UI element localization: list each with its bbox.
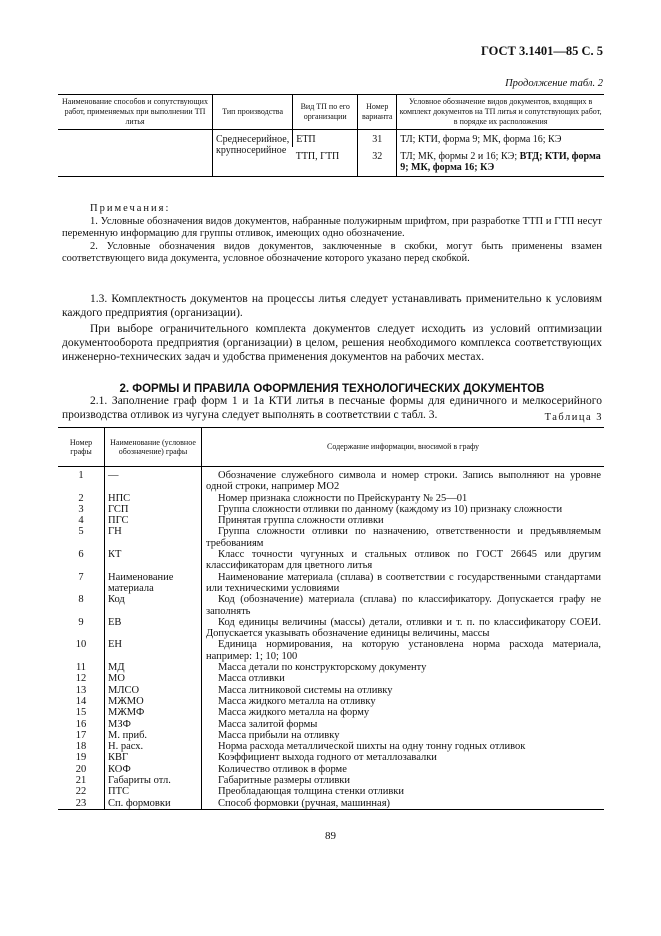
table-row: [58, 130, 604, 148]
table-cell: 10: [75, 639, 87, 651]
table-header-cell: Условное обозначение видов документов, входящих в комплект документов на ТП литья и сопутствующих работ, в порядке их расположения: [397, 95, 604, 130]
table-cell: М. приб.: [105, 730, 202, 741]
table-cell: Наименование материала (сплава) в соответствии с государственными стандартами или техническими условиями: [202, 572, 605, 595]
table-cell: Габаритные размеры отливки: [202, 775, 605, 786]
table-row: [58, 493, 604, 504]
table-cell: 13: [75, 684, 87, 696]
docs-text: ТЛ; КТИ, форма 9; МК, форма 16; КЭ: [400, 134, 562, 145]
table-cell: 4: [78, 515, 84, 527]
table-header-cell: Номер варианта: [358, 95, 397, 130]
paragraph-limit-set: [62, 322, 602, 364]
table-cell: 20: [75, 763, 87, 775]
table-header-cell: Номер графы: [69, 437, 93, 456]
table-cell: 32: [358, 147, 397, 177]
table-row: [58, 696, 604, 707]
table-row: [58, 572, 604, 595]
table-cell: МЖМО: [105, 696, 202, 707]
table-row: [58, 594, 604, 617]
table-cell: МД: [105, 662, 202, 673]
table-cell: Код единицы величины (массы) детали, отливки и т. п. по классификатору СОЕИ. Допускается указывать обозначение единицы величины, массы: [202, 617, 605, 640]
table-cell: Принятая группа сложности отливки: [202, 515, 605, 526]
table-cell: 18: [75, 741, 87, 753]
notes-block: [62, 203, 602, 266]
table-cell: Количество отливок в форме: [202, 764, 605, 775]
paragraph-text: 2.1. Заполнение граф форм 1 и 1а КТИ литья в песчаные формы для единичного и мелкосерийного производства отливок из чугуна следует выполнять в соответствии с табл. 3.: [62, 395, 602, 421]
table-row: [58, 764, 604, 775]
table-cell: ЕН: [105, 639, 202, 662]
table-cell: КТ: [105, 549, 202, 572]
table-header-cell: Наименование (условное обозначение) графы: [105, 428, 202, 467]
table-cell: Группа сложности отливки по данному (каждому из 10) признаку сложности: [202, 504, 605, 515]
table-row: [58, 786, 604, 797]
table-cell: МО: [105, 673, 202, 684]
table-cell: 8: [78, 594, 84, 606]
paragraph-text: 1.3. Комплектность документов на процессы литья следует устанавливать применительно к условиям каждого предприятия (организации).: [62, 293, 602, 319]
docs-bold-text: ВТД; КТИ, форма 9; МК, форма 16; КЭ: [400, 151, 601, 173]
table-cell: Масса литниковой системы на отливку: [202, 685, 605, 696]
table-cell: Способ формовки (ручная, машинная): [202, 798, 605, 810]
table-cell: ПТС: [105, 786, 202, 797]
table-cell: [397, 147, 604, 177]
table-cell: Масса отливки: [202, 673, 605, 684]
table-2: [58, 94, 604, 177]
table-row: [58, 467, 604, 493]
table-cell: Среднесерийное, крупносерийное: [213, 130, 293, 177]
table-cell: ТТП, ГТП: [295, 151, 340, 162]
table-header-cell: Наименование способов и сопутствующих работ, применяемых при выполнении ТП литья: [62, 97, 208, 126]
page-number: 89: [325, 830, 336, 842]
table-cell: 7: [78, 571, 84, 583]
notes-title: Примечания:: [90, 203, 171, 214]
table-cell: НПС: [105, 493, 202, 504]
table-row: [58, 639, 604, 662]
table-cell: Наименование материала: [105, 572, 202, 595]
table-row: [58, 719, 604, 730]
table-3-caption: Таблица 3: [544, 412, 603, 423]
table-cell: МЛСО: [105, 685, 202, 696]
table-row: [58, 526, 604, 549]
table-header-cell: Вид ТП по его организации: [293, 95, 358, 130]
table-cell: [58, 130, 213, 177]
table-header-row: [58, 95, 604, 130]
table-cell: Группа сложности отливки по назначению, ответственности и предъявляемым требованиям: [202, 526, 605, 549]
table-cell: 21: [75, 775, 87, 787]
table-cell: 3: [78, 503, 84, 515]
table-row: [58, 617, 604, 640]
table-cell: 12: [75, 673, 87, 685]
table-cell: КВГ: [105, 752, 202, 763]
table-3-body: [58, 467, 604, 810]
table-cell: ГН: [105, 526, 202, 549]
table-cell: Сп. формовки: [105, 798, 202, 810]
table-row: [58, 515, 604, 526]
table-row: [58, 504, 604, 515]
table-cell: 17: [75, 729, 87, 741]
table-cell: Коэффициент выхода годного от металлозавалки: [202, 752, 605, 763]
table-header-row: [58, 428, 604, 467]
table-cell: Код (обозначение) материала (сплава) по классификатору. Допускается графу не заполнять: [202, 594, 605, 617]
table-row: [58, 707, 604, 718]
table-cell: 31: [358, 130, 397, 148]
table-cell: Норма расхода металлической шихты на одну тонну годных отливок: [202, 741, 605, 752]
table-cell: 15: [75, 707, 87, 719]
page-header: ГОСТ 3.1401—85 С. 5: [480, 44, 603, 58]
table-cell: 22: [75, 786, 87, 798]
table-cell: МЖМФ: [105, 707, 202, 718]
table-cell: 1: [78, 470, 84, 481]
table-row: [58, 730, 604, 741]
table-cell: Обозначение служебного символа и номер строки. Запись выполняют на уровне одной строки, например МО2: [202, 467, 605, 493]
table-cell: Код: [105, 594, 202, 617]
table-cell: Масса прибыли на отливку: [202, 730, 605, 741]
table-cell: ЕТП: [293, 130, 358, 148]
paragraph-1-3: [62, 292, 602, 320]
table-cell: —: [105, 467, 202, 493]
table-cell: Масса жидкого металла на отливку: [202, 696, 605, 707]
table-cell: Габариты отл.: [105, 775, 202, 786]
table-row: [58, 752, 604, 763]
section-title: 2. ФОРМЫ И ПРАВИЛА ОФОРМЛЕНИЯ ТЕХНОЛОГИЧЕСКИХ ДОКУМЕНТОВ: [119, 383, 545, 395]
table-row: [58, 673, 604, 684]
table-continuation-label: Продолжение табл. 2: [505, 78, 603, 89]
paragraph-2-1: [62, 394, 602, 422]
table-cell: Номер признака сложности по Прейскуранту № 25—01: [202, 493, 605, 504]
table-cell: 9: [78, 616, 84, 628]
table-cell: 5: [78, 526, 84, 538]
table-cell: 11: [75, 662, 87, 674]
table-cell: 2: [78, 492, 84, 504]
table-cell: 19: [75, 752, 87, 764]
table-row: [58, 662, 604, 673]
table-cell: 6: [78, 549, 84, 561]
table-cell: Класс точности чугунных и стальных отливок по ГОСТ 26645 или другим классификаторам для цветного литья: [202, 549, 605, 572]
table-cell: Масса детали по конструкторскому документу: [202, 662, 605, 673]
table-row: [58, 775, 604, 786]
table-cell: ПГС: [105, 515, 202, 526]
table-cell: Масса жидкого металла на форму: [202, 707, 605, 718]
table-row: [58, 685, 604, 696]
table-cell: КОФ: [105, 764, 202, 775]
table-header-cell: Содержание информации, вносимой в графу: [202, 428, 605, 467]
table-cell: Единица нормирования, на которую установлена норма расхода материала, например: 1; 10; 100: [202, 639, 605, 662]
table-cell: ГСП: [105, 504, 202, 515]
table-cell: Преобладающая толщина стенки отливки: [202, 786, 605, 797]
table-cell: ЕВ: [105, 617, 202, 640]
table-cell: 16: [75, 718, 87, 730]
table-row: [58, 741, 604, 752]
paragraph-text: При выборе ограничительного комплекта документов следует исходить из условий оптимизации документооборота предприятия (организации) в целом, решения необходимого комплекса соответствующих инженерно-технических задач и удобства применения документов на рабочих местах.: [62, 323, 602, 363]
note-item: 1. Условные обозначения видов документов, набранные полужирным шрифтом, при разработке ТТП и ГТП несут переменную информацию для группы отливок, имеющих одно обозначение.: [62, 215, 602, 239]
note-item: 2. Условные обозначения видов документов, заключенные в скобки, могут быть применены взамен соответствующего вида документа, условное обозначение которого указано перед скобкой.: [62, 240, 602, 264]
table-cell: [397, 130, 604, 148]
table-cell: Н. расх.: [105, 741, 202, 752]
table-3: [58, 427, 604, 810]
docs-text: ТЛ; МК, формы 2 и 16; КЭ;: [400, 151, 520, 162]
table-cell: 14: [75, 695, 87, 707]
table-cell: МЗФ: [105, 719, 202, 730]
table-header-cell: Тип производства: [213, 95, 293, 130]
table-row: [58, 798, 604, 810]
table-cell: Масса залитой формы: [202, 719, 605, 730]
table-cell: 23: [75, 797, 87, 809]
table-row: [58, 549, 604, 572]
